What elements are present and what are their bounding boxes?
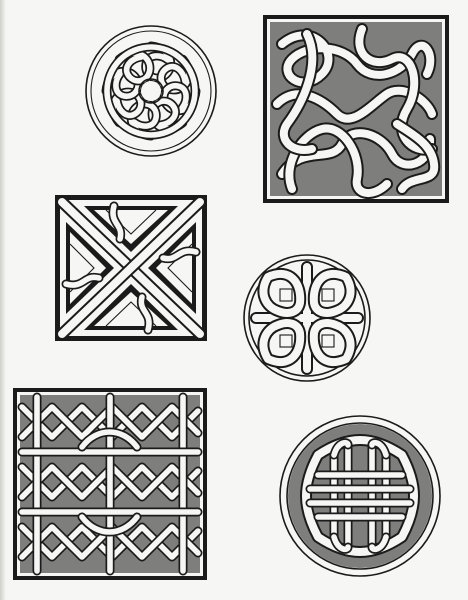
shield-knot-disc bbox=[278, 415, 442, 577]
quaternary-knot-disc bbox=[240, 253, 374, 383]
dense-interlace-panel bbox=[12, 387, 208, 581]
interlace-panel bbox=[262, 14, 450, 204]
key-pattern-cross-panel bbox=[54, 194, 208, 342]
knotwork-rosette bbox=[84, 24, 218, 158]
